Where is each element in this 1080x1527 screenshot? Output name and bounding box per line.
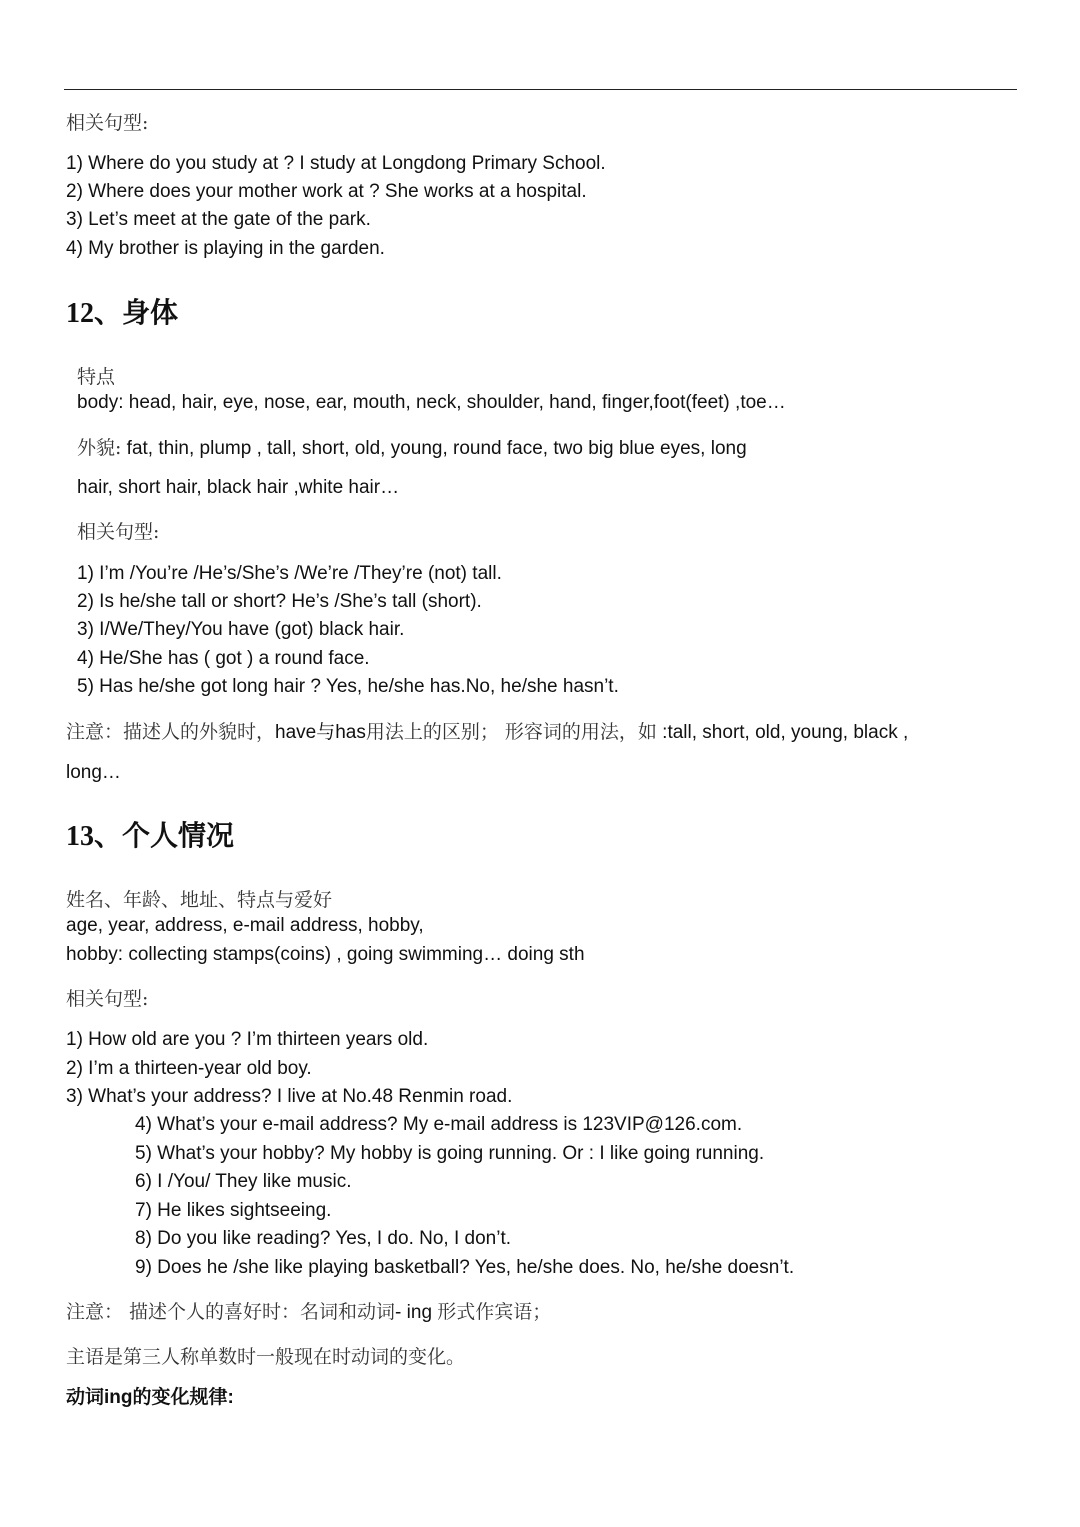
sec12-sentence-1: 1) I’m /You’re /He’s/She’s /We’re /They’re (not) tall. (77, 563, 502, 584)
sec13-sentence-2: 2) I’m a thirteen-year old boy. (66, 1058, 312, 1079)
sec12-appearance-line (77, 436, 747, 461)
sec13-note-1-ing: - ing (395, 1302, 438, 1323)
sec12-appearance-cont: hair, short hair, black hair ,white hair… (77, 477, 400, 498)
sec12-appearance-text: fat, thin, plump , tall, short, old, young, round face, two big blue eyes, long (121, 438, 747, 459)
sec13-note-1-suffix: 形式作宾语； (437, 1301, 552, 1323)
sec13-heading: 13、个人情况 (66, 821, 235, 852)
sec12-note-have: have与has (275, 722, 366, 743)
sec12-body-line: body: head, hair, eye, nose, ear, mouth, neck, shoulder, hand, finger,foot(feet) ,toe… (77, 392, 786, 413)
sec13-sentence-6: 6) I /You/ They like music. (135, 1171, 352, 1192)
sec13-sentence-9: 9) Does he /she like playing basketball? Yes, he/she does. No, he/she doesn’t. (135, 1257, 795, 1278)
sec13-note-1 (66, 1300, 551, 1325)
sec13-patterns-label: 相关句型: (66, 988, 149, 1010)
sec12-note-prefix: 注意：描述人的外貌时， (66, 721, 276, 743)
sec12-note-tail: :tall, short, old, young, black , (656, 722, 909, 743)
sec13-topics-label: 姓名、年龄、地址、特点与爱好 (66, 889, 333, 911)
sec13-sentence-8: 8) Do you like reading? Yes, I do. No, I don’t. (135, 1228, 512, 1249)
sec12-appearance-label: 外貌: (77, 437, 122, 459)
sec13-sentence-3: 3) What’s your address? I live at No.48 Renmin road. (66, 1086, 513, 1107)
sec13-vocab-line-2: hobby: collecting stamps(coins) , going swimming… doing sth (66, 944, 585, 965)
sec12-sentence-5: 5) Has he/she got long hair ? Yes, he/she has.No, he/she hasn’t. (77, 676, 619, 697)
sec12-note (66, 720, 908, 745)
sec12-features-label: 特点 (77, 366, 116, 388)
sec12-patterns-label: 相关句型: (77, 521, 160, 543)
sec13-note-2: 主语是第三人称单数时一般现在时动词的变化。 (66, 1346, 466, 1368)
sec11-sentence-2: 2) Where does your mother work at ? She works at a hospital. (66, 181, 587, 202)
sec12-note-mid: 用法上的区别； 形容词的用法，如 (365, 721, 657, 743)
sec11-sentence-1: 1) Where do you study at ? I study at Longdong Primary School. (66, 153, 606, 174)
sec11-sentence-4: 4) My brother is playing in the garden. (66, 238, 385, 259)
sec13-ing-rule-heading: 动词ing的变化规律: (66, 1387, 234, 1408)
sec13-sentence-7: 7) He likes sightseeing. (135, 1200, 332, 1221)
sec13-sentence-4: 4) What’s your e-mail address? My e-mail address is 123VIP@126.com. (135, 1114, 743, 1135)
sec12-sentence-3: 3) I/We/They/You have (got) black hair. (77, 619, 405, 640)
sec12-note-cont: long… (66, 762, 121, 783)
sec13-note-1-prefix: 注意： 描述个人的喜好时：名词和动词 (66, 1301, 396, 1323)
sec12-sentence-2: 2) Is he/she tall or short? He’s /She’s tall (short). (77, 591, 482, 612)
top-rule (64, 89, 1017, 90)
sec13-vocab-line-1: age, year, address, e-mail address, hobby, (66, 915, 424, 936)
sec12-heading: 12、身体 (66, 298, 179, 329)
sec13-sentence-5: 5) What’s your hobby? My hobby is going running. Or : I like going running. (135, 1143, 765, 1164)
sec11-sentence-3: 3) Let’s meet at the gate of the park. (66, 209, 371, 230)
sec11-patterns-label: 相关句型: (66, 112, 149, 134)
sec12-sentence-4: 4) He/She has ( got ) a round face. (77, 648, 370, 669)
sec13-sentence-1: 1) How old are you ? I’m thirteen years old. (66, 1029, 429, 1050)
